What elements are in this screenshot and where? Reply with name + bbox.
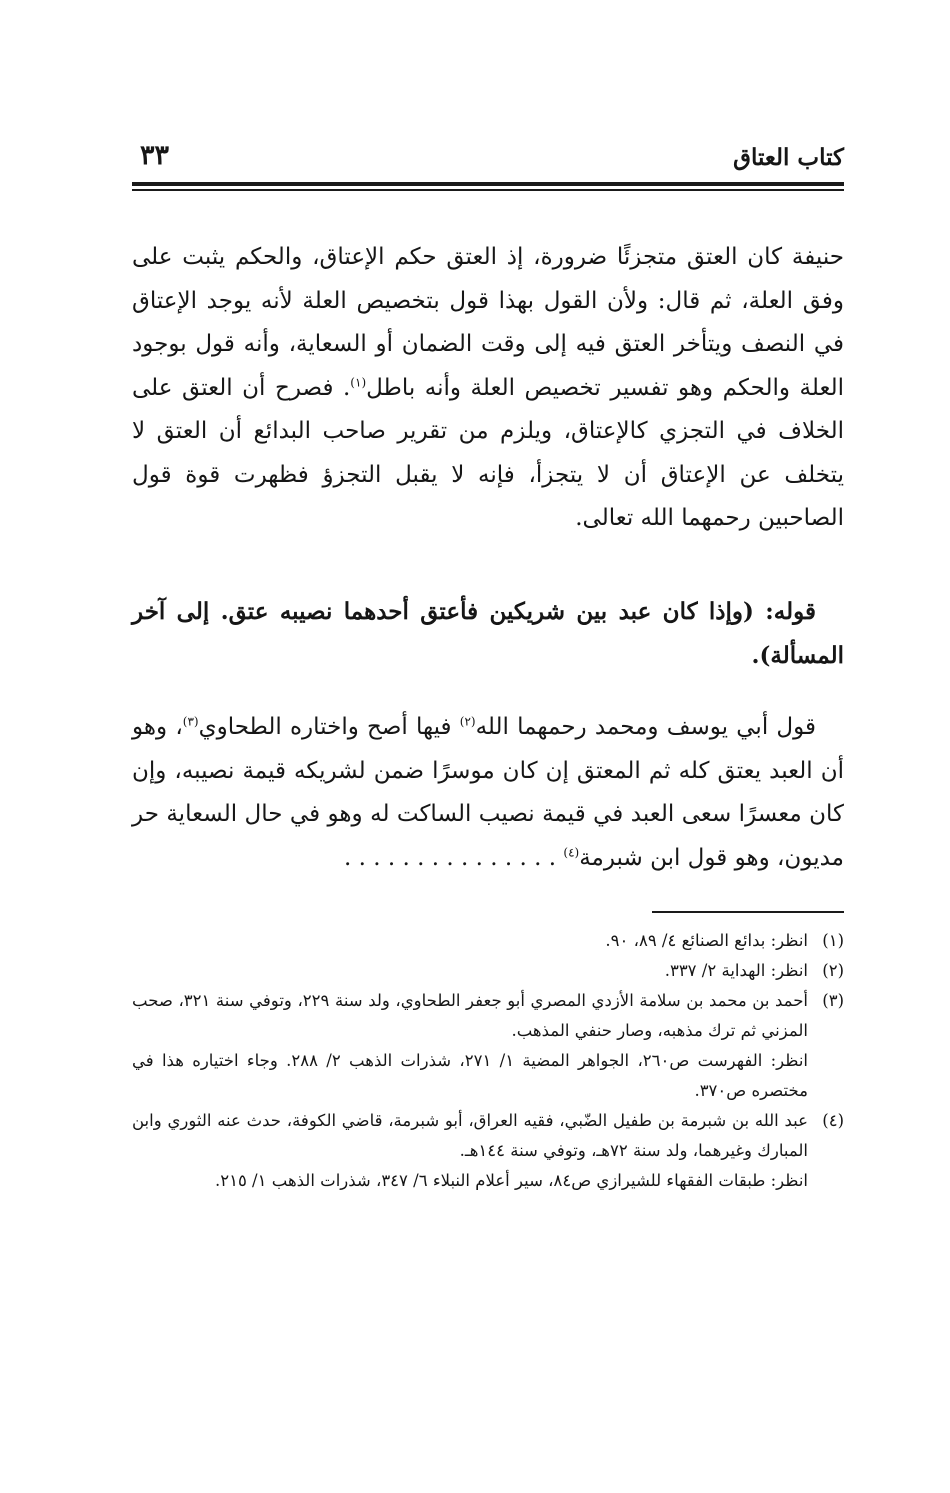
footnote-number: (٢) <box>822 961 844 980</box>
ellipsis-dots: . . . . . . . . . . . . . . . <box>344 844 557 871</box>
footnote-source: انظر: طبقات الفقهاء للشيرازي ص٨٤، سير أعلام النبلاء ٦/ ٣٤٧، شذرات الذهب ١/ ٢١٥. <box>214 1171 808 1190</box>
footnote-separator <box>652 911 844 913</box>
running-title: كتاب العتاق <box>733 144 844 171</box>
paragraph-1-continuation: . فصرح أن العتق على الخلاف في التجزي كالإعتاق، ويلزم من تقرير صاحب البدائع أن العتق لا يتخلف عن الإعتاق أن لا يتجزأ، فإنه لا يقبل التجزؤ فظهرت قوة قول الصاحبين رحمهما الله تعالى. <box>132 374 844 531</box>
quoted-statement: قوله: (وإذا كان عبد بين شريكين فأعتق أحدهما نصيبه عتق. إلى آخر المسألة). <box>132 598 844 669</box>
footnote-3 <box>132 986 844 1106</box>
paragraph-3 <box>132 706 844 880</box>
footnote-number: (١) <box>822 931 844 950</box>
footnote-text: أحمد بن محمد بن سلامة الأزدي المصري أبو جعفر الطحاوي، ولد سنة ٢٢٩، وتوفي سنة ٣٢١، صحب المزني ثم ترك مذهبه، وصار حنفي المذهب. <box>132 991 808 1040</box>
footnote-1 <box>132 926 844 956</box>
footnote-number: (٤) <box>822 1111 844 1130</box>
page-header <box>132 140 844 174</box>
footnote-text: انظر: بدائع الصنائع ٤/ ٨٩، ٩٠. <box>605 931 808 950</box>
paragraph-1 <box>132 236 844 541</box>
footnote-ref-2: (٢) <box>459 714 476 729</box>
footnote-ref-4: (٤) <box>563 844 580 859</box>
paragraph-1-text: حنيفة كان العتق متجزئًا ضرورة، إذ العتق حكم الإعتاق، والحكم يثبت على وفق العلة، ثم قال: ولأن القول بهذا قول بتخصيص العلة لأنه يوجد الإعتاق في النصف ويتأخر العتق فيه إلى وقت الضمان أو السعاية، وأنه قول بوجود العلة والحكم وهو تفسير تخصيص العلة وأنه باطل <box>132 244 844 401</box>
page-number: ٣٣ <box>140 140 170 171</box>
footnote-source: انظر: الفهرست ص٢٦٠، الجواهر المضية ١/ ٢٧١، شذرات الذهب ٢/ ٢٨٨. وجاء اختياره هذا في مختصره ص٣٧٠. <box>132 1051 809 1100</box>
footnote-number: (٣) <box>822 991 844 1010</box>
footnote-text: انظر: الهداية ٢/ ٣٣٧. <box>664 961 808 980</box>
footnote-ref-3: (٣) <box>182 714 199 729</box>
header-rule-thin <box>132 189 844 191</box>
footnote-2 <box>132 956 844 986</box>
paragraph-3-part-a: قول أبي يوسف ومحمد رحمهما الله <box>475 714 817 740</box>
paragraph-3-part-b: فيها أصح واختاره الطحاوي <box>198 714 460 740</box>
footnote-4 <box>132 1106 844 1196</box>
footnote-ref-1: (١) <box>350 374 367 389</box>
footnote-text: عبد الله بن شبرمة بن طفيل الضّبي، فقيه العراق، أبو شبرمة، قاضي الكوفة، حدث عنه الثوري وابن المبارك وغيرهما، ولد سنة ٧٢هـ، وتوفي سنة ١٤٤هـ. <box>132 1111 808 1160</box>
paragraph-3-part-c: ، وهو أن العبد يعتق كله ثم المعتق إن كان موسرًا ضمن لشريكه قيمة نصيبه، وإن كان معسرًا سعى العبد في قيمة نصيب الساكت له وهو في حال السعاية حر مديون، وهو قول ابن شبرمة <box>132 714 844 871</box>
footnotes <box>132 926 844 1196</box>
header-rule-thick <box>132 182 844 186</box>
